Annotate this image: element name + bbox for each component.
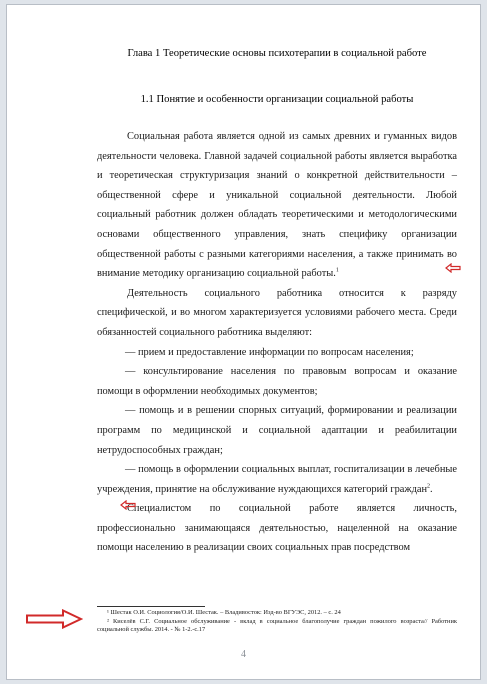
paragraph: Социальная работа является одной из самых древних и гуманных видов деятельности человека. Главной задачей социальной работы является выработка и теоретическая структуризация знаний о конкретной действительности – общественной сфере и уникальной социальной деятельности. Любой социальный работник должен обладать теоретическими и методологическими основами общественного управления, знать специфику организации общественной работы с разными категориями населения, а также принимать во внимание методику организацию социальной работы.$^1$ xyxy=(97,131,457,280)
list-item: — помощь и в решении спорных ситуаций, формировании и реализации программ по медицинской и социальной адаптации и реабилитации нетрудоспособных граждан; xyxy=(97,405,457,456)
body-text xyxy=(97,127,457,558)
page-number: 4 xyxy=(241,649,246,660)
footnotes xyxy=(97,609,457,635)
chapter-title: Глава 1 Теоретические основы психотерапии в социальной работе xyxy=(127,48,427,59)
left-arrow-icon xyxy=(120,500,136,510)
footnote: ¹ Шестак О.И. Социология/О.И. Шестак. – Владивосток: Изд-во ВГУЭС, 2012. – с. 24 xyxy=(107,609,341,616)
section-title: 1.1 Понятие и особенности организации социальной работы xyxy=(140,94,414,105)
list-item: — прием и предоставление информации по вопросам населения; xyxy=(125,346,414,358)
document-page xyxy=(6,4,481,680)
paragraph: Деятельность социального работника относится к разряду специфической, и во многом характеризуется условиями рабочего места. Среди обязанностей социального работника выделяют: xyxy=(97,287,457,338)
footnote-ref[interactable]: 2 xyxy=(427,483,431,490)
list-item: — помощь в оформлении социальных выплат, госпитализации в лечебные учреждения, принятие на обслуживание нуждающихся категорий граждан$^2$. xyxy=(97,464,457,495)
footnote-ref[interactable]: 1 xyxy=(335,267,339,274)
left-arrow-icon xyxy=(445,263,461,273)
footnote: ² Киселёв С.Г. Социальное обслуживание - вклад в социальное благополучие граждан пожилого возраста// Работник социальной службы. 2014. - № 1-2.-с.17 xyxy=(97,617,457,634)
list-item: — консультирование населения по правовым вопросам и оказание помощи в оформлении необходимых документов; xyxy=(97,366,457,397)
paragraph: Специалистом по социальной работе является личность, профессионально занимающаяся деятельностью, нацеленной на оказание помощи населению в реализации своих социальных прав посредством xyxy=(97,503,457,554)
footnote-separator xyxy=(97,606,205,607)
right-arrow-icon xyxy=(25,609,83,629)
